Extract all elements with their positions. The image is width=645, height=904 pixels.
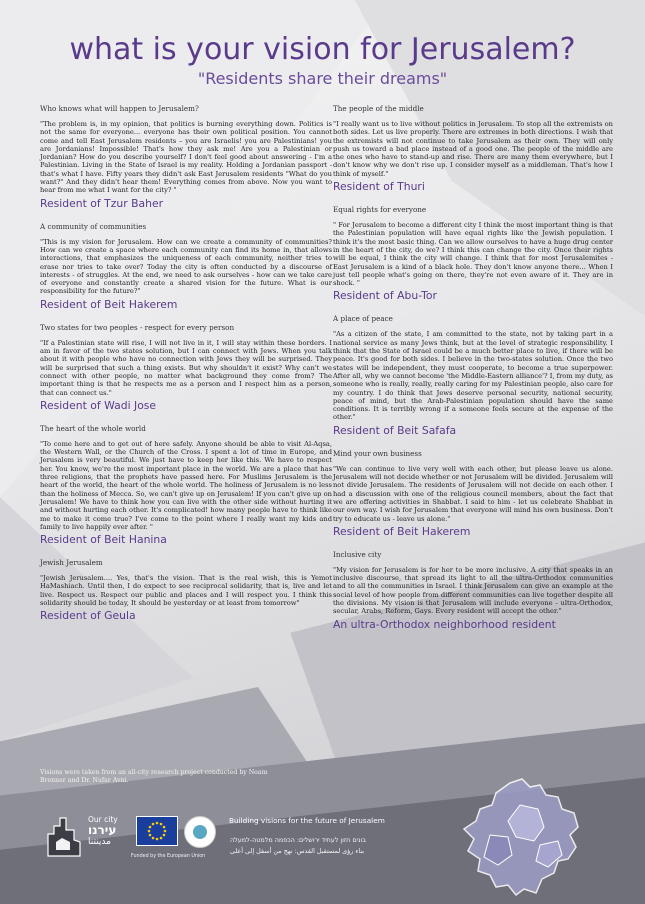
- resident-label: Resident of Abu-Tor: [333, 289, 437, 303]
- jerusalem-map-icon: [450, 775, 600, 900]
- research-credits: Visions were taken from an all-city research project conducted by Noam Brenner and Dr. Nufar Avni.: [40, 769, 268, 784]
- quote-section: [333, 314, 613, 436]
- section-heading: Jewish Jerusalem: [40, 558, 103, 568]
- quote-text: "My vision for Jerusalem is for her to be more inclusive. A city that speaks in an inclusive discourse, that spread its light to all the ultra-Orthodox communities and to all the communities in Israel. I think Jerusalem can give an example at the social level of how people from different communities can live together despite all the divisions. My vision is that Jerusalem will include everyone - ultra-Orthodox, secular, Arabs, Reform, Gays. Every resident will accept the other.": [333, 565, 613, 616]
- section-heading: Who knows what will happen to Jerusalem?: [40, 104, 199, 113]
- seal-center-icon: [193, 825, 207, 839]
- quote-text: "As a citizen of the state, I am committed to the state, not by taking part in a national service as many Jews think, but at the level of strategic responsibility. I think that the State of Israel could be a much better place to live, if there will be peace. It's good for both sides. I believe in the two-states solution. Once the two states will be independent, they must cooperate, to become a true superpower. After all, why we cannot become 'the Middle-Eastern alliance'? I, from my duty, as someone who is really, really, really caring for my Palestinian people, also care for my country. I do think that Jews deserve personal security, national security, peace of mind, but the Arab-Palestinian population should have the same conditions. It is terribly wrong if a someone feels secure at the expense of the other.": [333, 330, 613, 422]
- building-visions-he: בונים חזון לעתיד ירושלים: הכפמה מלמטה-למעלה: [230, 836, 366, 844]
- ourcity-ar: مدينتنا: [88, 837, 111, 847]
- quote-text: "This is my vision for Jerusalem. How can we create a community of communities? How can we create a space where each community can find its home in, that allows interactions, that emphasizes the uniqueness of each community, neither tries to erase nor tries to take over? Today the city is often conducted by a discourse of interests - of struggles. At the end, we need to ask ourselves - how can we take care of everyone and constantly create a shared vision for the future. What is our responsibility for the future?": [40, 237, 332, 296]
- page-subtitle: "Residents share their dreams": [197, 69, 448, 88]
- resident-label: Resident of Tzur Baher: [40, 196, 164, 210]
- quote-text: " For Jerusalem to become a different city I think the most important thing is that the Palestinian population will have equal rights like the Jewish population. I think it's the most basic thing. Can we allow ourselves to have a huge drug center in the heart of the city, do we? I think this can change the city. Once their rights will be equal, I think the city will change. I think that for most Jerusalemites - East Jerusalem is a kind of a black hole. They don't know anyone there... When I just tell people what's going on there, they're not even aware of it. They are in shock. ": [333, 221, 613, 288]
- resident-label: Resident of Beit Safafa: [333, 423, 457, 437]
- quote-text: "We can continue to live very well with each other, but please leave us alone. Jerusalem will not decide whether or not Jerusalem will be divided. Jerusalem will not divide Jerusalem. The residents of Jerusalem will not decide on each other. I had a discussion with one of the religious council members, about the fact that we are offering activities in Shabbat. I said to him - let us celebrate Shabbat in our own way. I wish for Jerusalem that everyone will mind his own business. Don't try to educate us - leave us alone.": [333, 464, 613, 523]
- ourcity-wordmark: [88, 815, 118, 848]
- funded-by-eu: Funded by the European Union: [131, 854, 206, 859]
- resident-label: Resident of Beit Hakerem: [40, 297, 178, 311]
- resident-label: Resident of Wadi Jose: [40, 398, 157, 412]
- section-heading: Two states for two peoples - respect for every person: [40, 322, 235, 332]
- section-heading: Inclusive city: [333, 549, 382, 559]
- left-column: [40, 104, 332, 634]
- building-visions-en: Building visions for the future of Jerusalem: [229, 816, 385, 825]
- section-heading: Equal rights for everyone: [333, 205, 427, 215]
- eu-flag-icon: [136, 816, 178, 846]
- ourcity-en: Our city: [88, 815, 118, 824]
- quote-text: "If a Palestinian state will rise, I will not live in it, I will stay within these borders. I am in favor of the two states solution, but I can connect with Jews. When you talk about it with people who have no connection with Jews they will be surprised. They will be surprised that such a thing exists. But why shouldn't it exist? Why can't we connect with other people, no matter what background they come from? The important thing is that he respects me as a person and I respect him as a person, that can connect us.": [40, 338, 332, 397]
- quote-section: [333, 449, 613, 538]
- right-column: [333, 104, 613, 643]
- quote-text: "The problem is, in my opinion, that politics is burning everything down. Politics is not the same for everyone... everyone has their own political position. You cannot come and tell East Jerusalem residents – you are Israelis! you are Palestinians! you are Jordanians! Impossible! That's how they ask me! Are you a Palestinian or Jordanian? How do you describe yourself? I don't feel good about answering - I'm a Palestinian. Living in the State of Israel is my reality. Holding a Jordanian passport - that's what I have. Fifty years they didn't ask East Jerusalem residents "What do you want?" And they didn't hear them! Everything comes from above. Now you want to hear from me what I want for the city? ": [40, 120, 332, 195]
- section-heading: The people of the middle: [333, 104, 424, 113]
- resident-label: Resident of Beit Hanina: [40, 533, 167, 547]
- section-heading: A community of communities: [40, 221, 147, 231]
- quote-text: "Jewish Jerusalem.... Yes, that's the vision. That is the real wish, this is Yemot HaMashiach. Until then, I do expect to see reciprocal solidarity, that is, live and let live. Respect us. Respect our public and places and I will respect you. I think this solidarity should be today, It should be yesterday or at least from tomorrow": [40, 574, 332, 607]
- section-heading: Mind your own business: [333, 448, 422, 458]
- seal-logo-icon: [184, 816, 216, 848]
- quote-section: [333, 104, 613, 193]
- section-heading: The heart of the whole world: [40, 423, 146, 433]
- ourcity-he: עירנו: [88, 823, 117, 837]
- quote-section: [40, 104, 332, 210]
- page-title: what is your vision for Jerusalem?: [69, 32, 576, 67]
- eu-stars-icon: [137, 817, 177, 845]
- resident-label: Resident of Geula: [40, 609, 136, 623]
- quote-section: [40, 323, 332, 412]
- quote-section: [40, 222, 332, 311]
- quote-section: [333, 205, 613, 302]
- quote-text: "To come here and to get out of here safely. Anyone should be able to visit Al-Aqsa, the Western Wall, or the Church of the Cross. I spent a lot of time in Europe, and Jerusalem is very beautiful. We just have to keep her like this. We have to respect her. You know, we're the most important place in the world. We are a place that has three religions, that the prophets have passed here. For Muslims Jerusalem is the heart of the world, the heart of the whole world. The holiness of Jerusalem is no less than the holiness of Mecca. So, we can't give up on Jerusalem! If you can't give up on Jerusalem! We have to think how you can live with the other side without hurting it and without hurting each other. It's complicated! how many people have to think like me to make it come true? I've come to the point where I really want my kids and family to live happily ever after. ": [40, 439, 332, 531]
- resident-label: An ultra-Orthodox neighborhood resident: [333, 617, 556, 631]
- quote-section: [40, 424, 332, 546]
- resident-label: Resident of Beit Hakerem: [333, 524, 471, 538]
- quote-section: [333, 550, 613, 631]
- resident-label: Resident of Thuri: [333, 180, 425, 194]
- quote-text: "I really want us to live without politics in Jerusalem. To stop all the extremists on both sides. Let us live properly. There are extremes in both directions. I wish that the extremists will not continue to take Jerusalem as their own. They will only push us toward a bad place instead of a good one. The people of the middle are the ones who have to stand-up and rise. There are many them everywhere, but I don't know why we don't rise up. I consider myself as a middleman. That's how I think of myself.": [333, 120, 613, 178]
- quote-section: [40, 558, 332, 622]
- section-heading: A place of peace: [333, 314, 393, 324]
- building-visions-ar: بناء رؤى لمستقبل القدس: نهج من أسفل إلى أعلى: [230, 847, 365, 855]
